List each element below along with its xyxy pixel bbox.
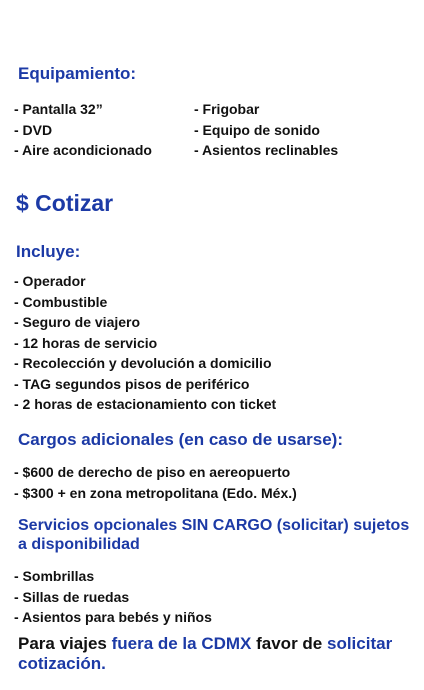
list-item: - TAG segundos pisos de periférico — [14, 375, 250, 392]
list-item: - Operador — [14, 273, 86, 289]
list-item: - 12 horas de servicio — [14, 334, 158, 351]
cotizar-link[interactable]: $ Cotizar — [16, 190, 114, 216]
list-item: - Recolección y devolución a domicilio — [14, 355, 272, 371]
equipamiento-column-2 — [194, 99, 338, 161]
servicios-opcionales-heading: Servicios opcionales SIN CARGO (solicitar) sujetos a disponibilidad — [18, 517, 410, 553]
note-text: favor de — [251, 634, 327, 653]
list-item: - Asientos para bebés y niños — [14, 609, 212, 625]
cotizacion-note — [18, 634, 413, 674]
equipamiento-item: - Aire acondicionado — [14, 142, 152, 158]
incluye-heading: Incluye: — [16, 242, 81, 261]
note-highlight: solicitar cotización. — [18, 634, 393, 673]
note-highlight: fuera de la CDMX — [111, 634, 252, 653]
list-item: - $300 + en zona metropolitana (Edo. Méx.) — [14, 484, 297, 501]
equipamiento-item: - DVD — [14, 121, 53, 138]
list-item: - Combustible — [14, 293, 108, 310]
cargos-heading: Cargos adicionales (en caso de usarse): — [18, 430, 344, 449]
equipamiento-item: - Equipo de sonido — [194, 121, 320, 138]
list-item: - Seguro de viajero — [14, 314, 141, 330]
equipamiento-item: - Asientos reclinables — [194, 142, 339, 158]
list-item: - 2 horas de estacionamiento con ticket — [14, 396, 277, 412]
cargos-list — [14, 462, 297, 503]
equipamiento-column-1 — [14, 99, 152, 161]
list-item: - Sillas de ruedas — [14, 588, 130, 605]
note-text: Para viajes — [18, 634, 112, 653]
equipamiento-heading: Equipamiento: — [18, 64, 137, 83]
list-item: - Sombrillas — [14, 568, 95, 584]
servicios-opcionales-list — [14, 566, 212, 628]
list-item: - $600 de derecho de piso en aereopuerto — [14, 464, 291, 480]
equipamiento-item: - Pantalla 32” — [14, 101, 103, 117]
incluye-list — [14, 271, 276, 415]
equipamiento-item: - Frigobar — [194, 101, 260, 117]
